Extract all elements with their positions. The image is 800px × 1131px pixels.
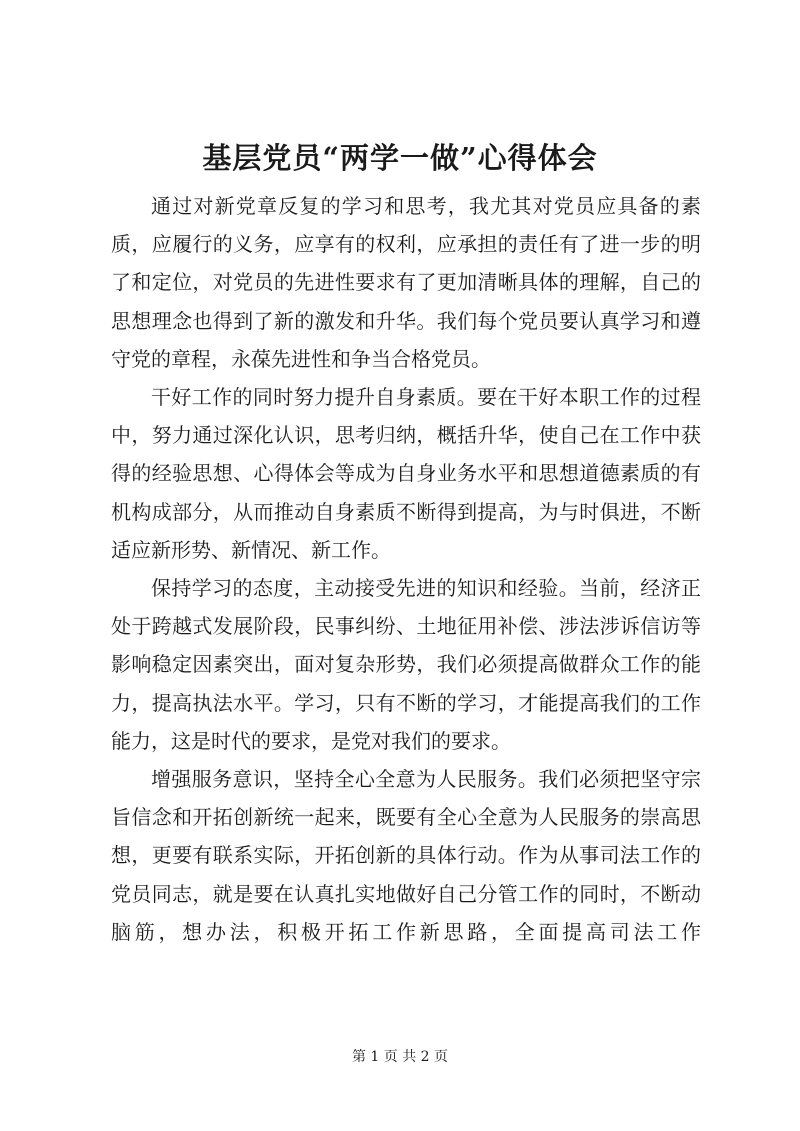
paragraph-3: 保持学习的态度，主动接受先进的知识和经验。当前，经济正处于跨越式发展阶段，民事纠纷、土地征用补偿、涉法涉诉信访等影响稳定因素突出，面对复杂形势，我们必须提高做群众工作的能力，提高执法水平。学习，只有不断的学习，才能提高我们的工作能力，这是时代的要求，是党对我们的要求。 bbox=[111, 576, 701, 753]
paragraph-1: 通过对新党章反复的学习和思考，我尤其对党员应具备的素质，应履行的义务，应享有的权利，应承担的责任有了进一步的明了和定位，对党员的先进性要求有了更加清晰具体的理解，自己的思想理念也得到了新的激发和升华。我们每个党员要认真学习和遵守党的章程，永葆先进性和争当合格党员。 bbox=[111, 194, 701, 371]
document-title: 基层党员“两学一做”心得体会 bbox=[202, 141, 598, 175]
document-body bbox=[111, 187, 701, 951]
paragraph-4: 增强服务意识，坚持全心全意为人民服务。我们必须把坚守宗旨信念和开拓创新统一起来，既要有全心全意为人民服务的崇高思想，更要有联系实际，开拓创新的具体行动。作为从事司法工作的党员同志，就是要在认真扎实地做好自己分管工作的同时，不断动脑筋，想办法，积极开拓工作新思路，全面提高司法工作 bbox=[111, 767, 701, 944]
page-footer bbox=[0, 1047, 800, 1067]
page-number-label: 第 1 页 共 2 页 bbox=[351, 1049, 449, 1065]
paragraph-2: 干好工作的同时努力提升自身素质。要在干好本职工作的过程中，努力通过深化认识，思考归纳，概括升华，使自己在工作中获得的经验思想、心得体会等成为自身业务水平和思想道德素质的有机构成部分，从而推动自身素质不断得到提高，为与时俱进，不断适应新形势、新情况、新工作。 bbox=[111, 385, 701, 562]
